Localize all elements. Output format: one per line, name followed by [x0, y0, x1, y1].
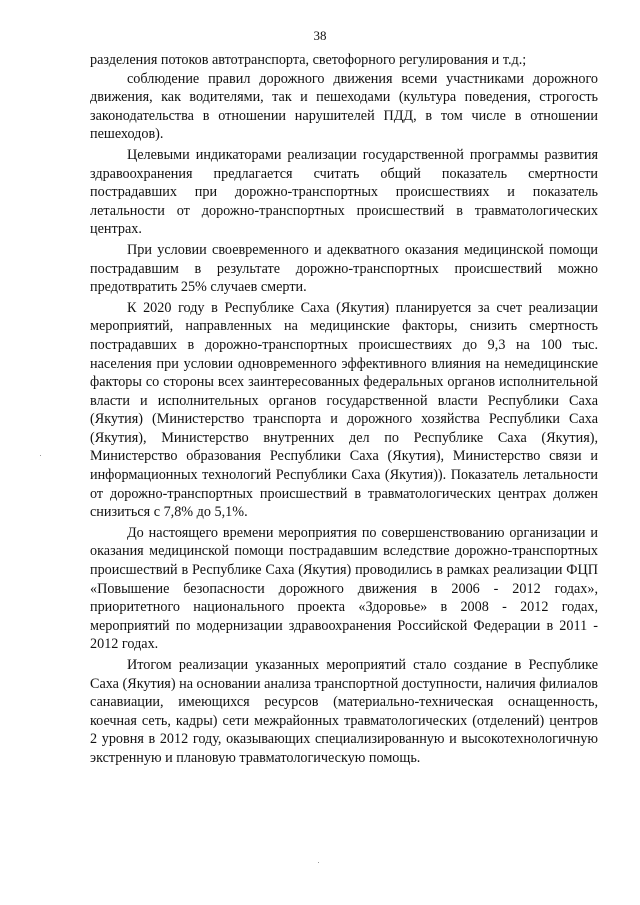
paragraph-results: Итогом реализации указанных мероприятий стало создание в Республике Саха (Якутия) на основании анализа транспортной доступности, наличия филиалов санавиации, имеющихся ресурсов (материально-техническая оснащенность, коечная сеть, кадры) сети межрайонных травматологических (отделений) центров 2 уровня в 2012 году, оказывающих специализированную и высокотехнологичную экстренную и плановую травматологическую помощь. [90, 657, 598, 766]
document-body [90, 51, 598, 768]
paragraph-past-measures: До настоящего времени мероприятия по совершенствованию организации и оказания медицинской помощи пострадавшим вследствие дорожно-транспортных происшествий в Республике Саха (Якутия) проводились в рамках реализации ФЦП «Повышение безопасности дорожного движения в 2006 - 2012 годах», приоритетного национального проекта «Здоровье» в 2008 - 2012 годах, мероприятий по модернизации здравоохранения Российской Федерации в 2011 - 2012 годах. [90, 524, 598, 653]
page-number: 38 [313, 28, 327, 43]
paragraph-target-indicators: Целевыми индикаторами реализации государственной программы развития здравоохранения предлагается считать общий показатель смертности пострадавших при дорожно-транспортных происшествиях и показатель летальности от дорожно-транспортных происшествий в травматологических центрах. [90, 146, 598, 238]
scan-speck [40, 455, 41, 456]
paragraph-2020-plan: К 2020 году в Республике Саха (Якутия) планируется за счет реализации мероприятий, направленных на медицинские факторы, снизить смертность пострадавших в дорожно-транспортных происшествиях до 9,3 на 100 тыс. населения при условии одновременного эффективного влияния на немедицинские факторы со стороны всех заинтересованных федеральных органов исполнительной власти и исполнительных органов государственной власти Республики Саха (Якутия) (Министерство транспорта и дорожного хозяйства Республики Саха (Якутия), Министерство внутренних дел по Республике Саха (Якутия), Министерство образования Республики Саха (Якутия), Министерство связи и информационных технологий Республики Саха (Якутия)). Показатель летальности от дорожно-транспортных происшествий в травматологических центрах должен снизиться с 7,8% до 5,1%. [90, 299, 598, 521]
paragraph-continuation: разделения потоков автотранспорта, светофорного регулирования и т.д.; [90, 52, 527, 68]
scan-speck [318, 862, 319, 863]
paragraph-timely-care: При условии своевременного и адекватного оказания медицинской помощи пострадавшим в результате дорожно-транспортных происшествий можно предотвратить 25% случаев смерти. [90, 241, 598, 296]
paragraph-traffic-rules: соблюдение правил дорожного движения всеми участниками дорожного движения, как водителями, так и пешеходами (культура поведения, строгость законодательства в отношении нарушителей ПДД, в том числе в отношении пешеходов). [90, 70, 598, 143]
